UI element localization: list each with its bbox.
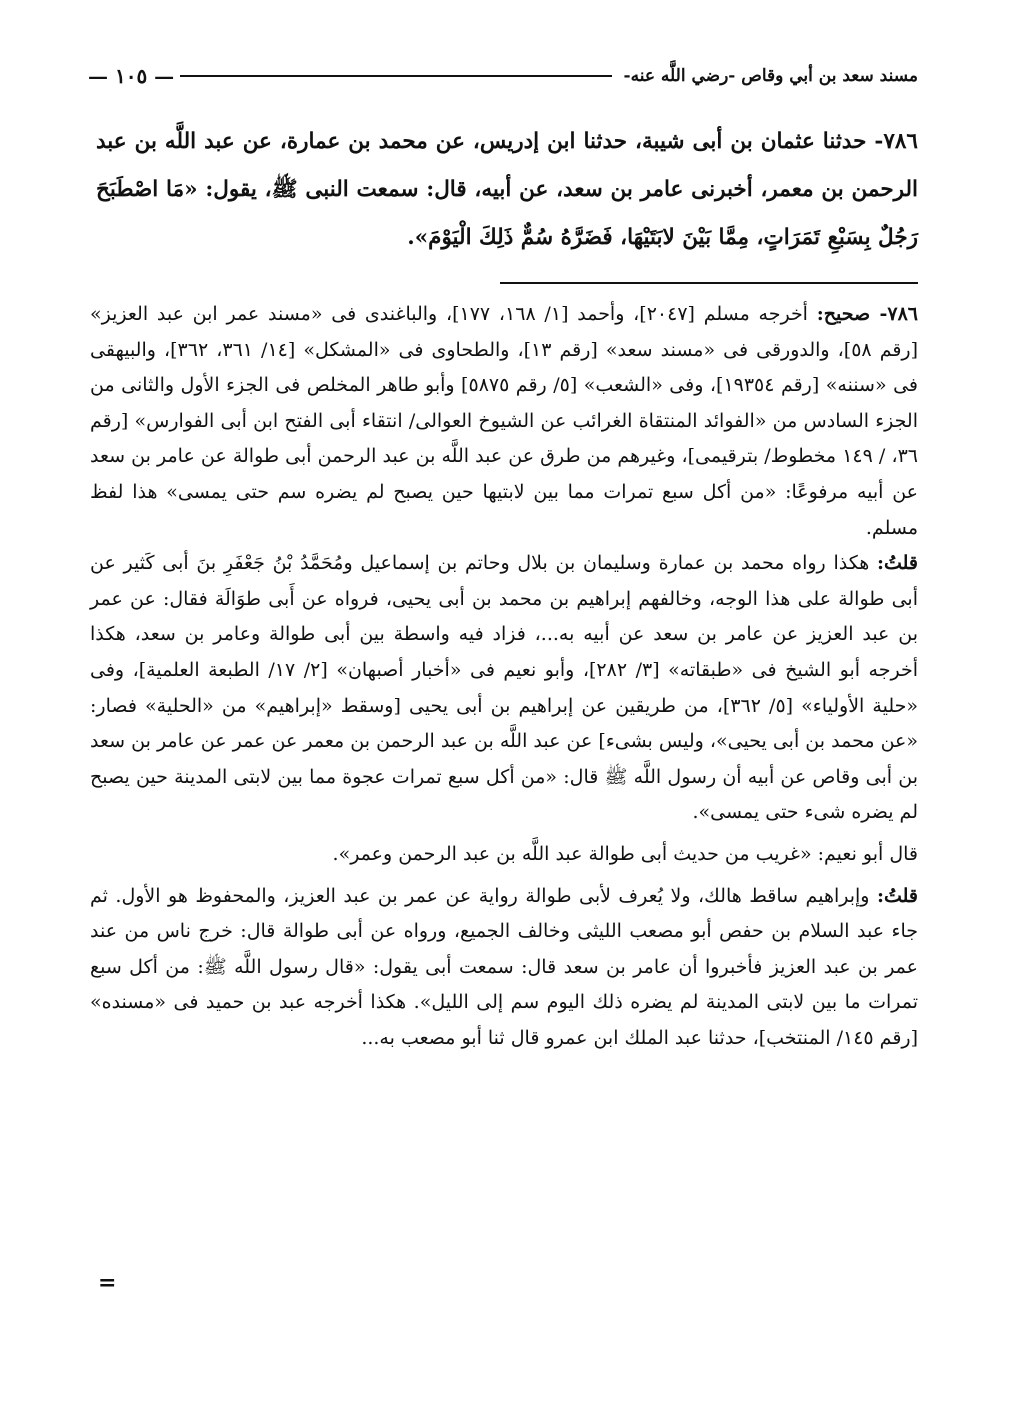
abu-nuaym-quote: قال أبو نعيم: «غريب من حديث أبى طوالة عبد اللَّه بن عبد الرحمن وعمر». (332, 842, 918, 865)
header-title: مسند سعد بن أبي وقاص -رضي اللَّه عنه- (623, 66, 918, 86)
page-number-value: ١٠٥ (114, 64, 148, 88)
footnote-separator (500, 282, 918, 284)
note-label: قلتُ: (876, 884, 918, 907)
header-rule (180, 75, 611, 77)
hadith-quote: «مَا اصْطَبَحَ رَجُلٌ بِسَبْعِ تَمَرَاتٍ، مِمَّا بَيْنَ لابَتَيْهَا، فَضَرَّهُ سُمٌّ ذَلِكَ الْيَوْمَ». (96, 177, 918, 250)
hadith-chain: حدثنا عثمان بن أبى شيبة، حدثنا ابن إدريس، عن محمد بن عمارة، عن عبد اللَّه بن عبد الرحمن بن معمر، أخبرنى عامر بن سعد، عن أبيه، قال: سمعت النبى ﷺ، يقول: (96, 129, 918, 202)
takhrij-label: ٧٨٦- صحيح: (816, 303, 918, 325)
commentary-paragraph (90, 879, 918, 1057)
page-number: — ١٠٥ — (88, 64, 175, 88)
note-text: وإبراهيم ساقط هالك، ولا يُعرف لأبى طوالة رواية عن عمر بن عبد العزيز، والمحفوظ هو الأول. ثم جاء عبد السلام بن حفص أبو مصعب الليثى وخالف الجميع، ورواه عن أبى طوالة قال: خرج ناس من عند عمر بن عبد العزيز فأخبروا أن عامر بن سعد قال: سمعت أبى يقول: «قال رسول اللَّه ﷺ: من أكل سبع تمرات ما بين لابتى المدينة لم يضره ذلك اليوم سم إلى الليل». هكذا أخرجه عبد بن حميد فى «مسنده» [رقم ١٤٥/ المنتخب]، حدثنا عبد الملك ابن عمرو قال ثنا أبو مصعب به... (90, 884, 918, 1049)
running-header (88, 56, 918, 96)
continuation-mark: = (98, 1270, 117, 1296)
commentary-paragraph (90, 297, 918, 546)
note-label: قلتُ: (876, 552, 919, 575)
commentary-paragraph (90, 546, 918, 831)
commentary-paragraph (90, 837, 918, 873)
hadith-number: ٧٨٦- (874, 129, 918, 154)
takhrij-text: أخرجه مسلم [٢٠٤٧]، وأحمد [١/ ١٦٨، ١٧٧]، والباغندى فى «مسند عمر ابن عبد العزيز» [رقم ٥٨]، والدورقى فى «مسند سعد» [رقم ١٣]، والطحاوى فى «المشكل» [١٤/ ٣٦١، ٣٦٢]، والبيهقى فى «سننه» [رقم ١٩٣٥٤]، وفى «الشعب» [٥/ رقم ٥٨٧٥] وأبو طاهر المخلص فى الجزء الأول والثانى من الجزء السادس من «الفوائد المنتقاة الغرائب عن الشيوخ العوالى/ انتقاء أبى الفتح ابن أبى الفوارس» [رقم ٣٦، / ١٤٩ مخطوط/ بترقيمى]، وغيرهم من طرق عن عبد اللَّه بن عبد الرحمن أبى طوالة عن عامر بن سعد عن أبيه مرفوعًا: «من أكل سبع تمرات مما بين لابتيها حين يصبح لم يضره سم حتى يمسى» هذا لفظ مسلم. (90, 303, 919, 539)
hadith-text-block (96, 118, 918, 262)
note-text: هكذا رواه محمد بن عمارة وسليمان بن بلال وحاتم بن إسماعيل ومُحَمَّدُ بْنُ جَعْفَرِ بنَ أبى كَثير عن أبى طوالة على هذا الوجه، وخالفهم إبراهيم بن محمد بن أبى يحيى، فرواه عن أَبى طوَالَة فقال: عن عمر بن عبد العزيز عن عامر بن سعد عن أبيه به...، فزاد فيه واسطة بين أبى طوالة وعامر بن سعد، هكذا أخرجه أبو الشيخ فى «طبقاته» [٣/ ٢٨٢]، وأبو نعيم فى «أخبار أصبهان» [٢/ ١٧/ الطبعة العلمية]، وفى «حلية الأولياء» [٥/ ٣٦٢]، من طريقين عن إبراهيم بن أبى يحيى [وسقط «إبراهيم» من «الحلية» فصار: «عن محمد بن أبى يحيى»، وليس بشىء] عن عبد اللَّه بن عبد الرحمن بن معمر عن عمر عن عامر بن سعد بن أبى وقاص عن أبيه أن رسول اللَّه ﷺ قال: «من أكل سبع تمرات عجوة مما بين لابتى المدينة حين يصبح لم يضره شىء حتى يمسى». (90, 552, 918, 824)
commentary-block (90, 297, 918, 1056)
